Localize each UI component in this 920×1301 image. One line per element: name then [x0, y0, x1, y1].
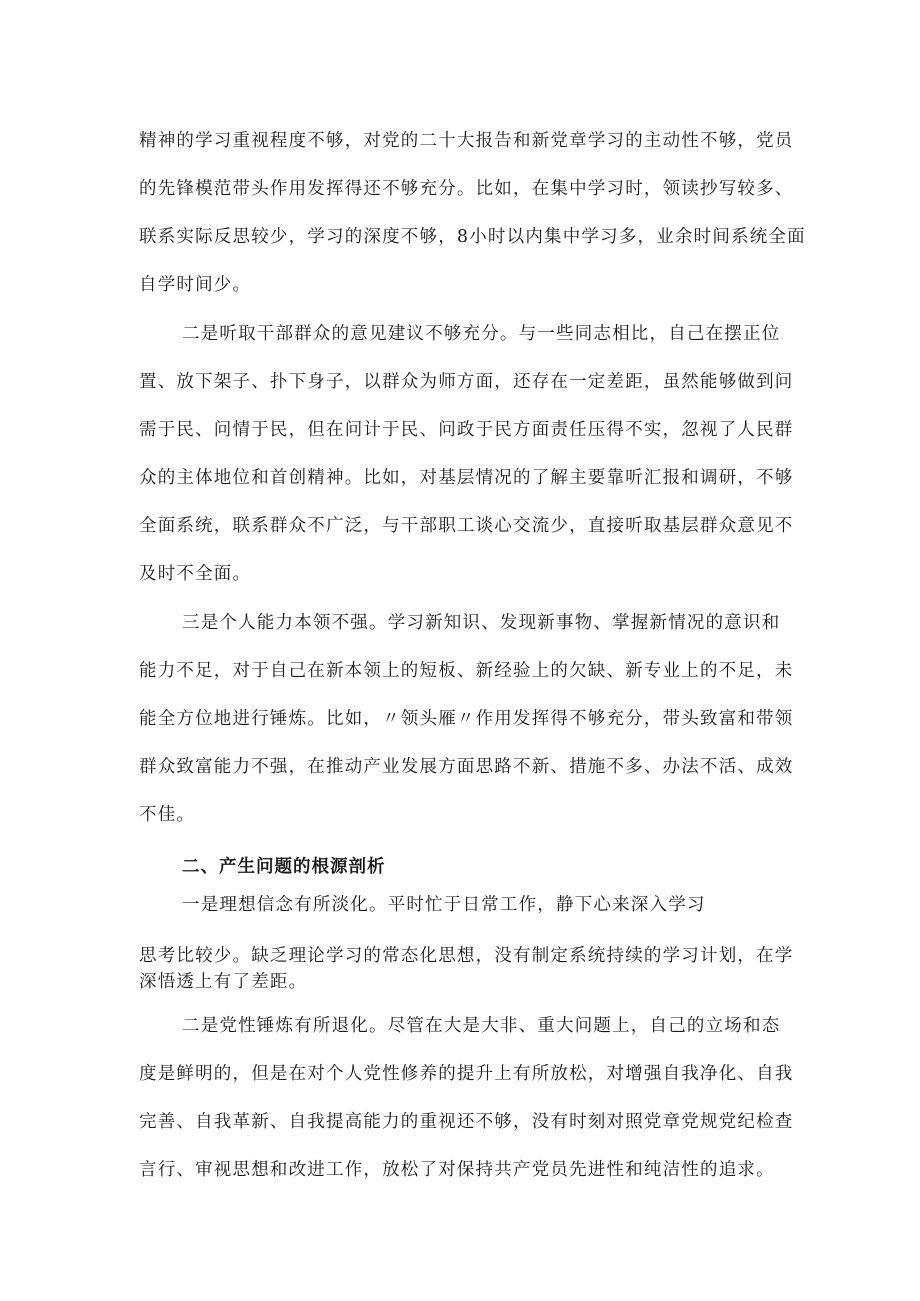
section-heading: 二、产生问题的根源剖析: [182, 857, 386, 877]
text-line: 联系实际反思较少，学习的深度不够，8小时以内集中学习多，业余时间系统全面: [139, 227, 806, 247]
text-line: 一是理想信念有所淡化。平时忙于日常工作，静下心来深入学习: [182, 895, 706, 915]
text-line: 及时不全面。: [139, 564, 252, 584]
text-line: 群众致富能力不强，在推动产业发展方面思路不新、措施不多、办法不活、成效: [139, 757, 794, 777]
text-line: 能全方位地进行锤炼。比如，〃领头雁〃作用发挥得不够充分，带头致富和带领: [139, 709, 794, 729]
text-line: 众的主体地位和首创精神。比如，对基层情况的了解主要靠听汇报和调研，不够: [139, 468, 794, 488]
text-line: 深悟透上有了差距。: [139, 972, 308, 992]
text-line: 的先锋模范带头作用发挥得还不够充分。比如，在集中学习时，领读抄写较多、: [139, 179, 794, 199]
text-line: 置、放下架子、扑下身子，以群众为师方面，还存在一定差距，虽然能够做到问: [139, 372, 794, 392]
text-line: 能力不足，对于自己在新本领上的短板、新经验上的欠缺、新专业上的不足，未: [139, 661, 794, 681]
text-line: 言行、审视思想和改进工作，放松了对保持共产党员先进性和纯洁性的追求。: [139, 1160, 775, 1180]
text-line: 三是个人能力本领不强。学习新知识、发现新事物、掌握新情况的意识和: [182, 613, 781, 633]
text-line: 二是听取干部群众的意见建议不够充分。与一些同志相比，自己在摆正位: [182, 324, 781, 344]
text-line: 精神的学习重视程度不够，对党的二十大报告和新党章学习的主动性不够，党员: [139, 131, 794, 151]
text-line: 完善、自我革新、自我提高能力的重视还不够，没有时刻对照党章党规党纪检查: [139, 1112, 794, 1132]
text-line: 自学时间少。: [139, 275, 252, 295]
text-line: 二是党性锤炼有所退化。尽管在大是大非、重大问题上，自己的立场和态: [182, 1016, 781, 1036]
text-line: 全面系统，联系群众不广泛，与干部职工谈心交流少，直接听取基层群众意见不: [139, 516, 794, 536]
text-line: 不佳。: [139, 805, 196, 825]
text-line: 度是鲜明的，但是在对个人党性修养的提升上有所放松，对增强自我净化、自我: [139, 1064, 794, 1084]
text-line: 需于民、问情于民，但在问计于民、问政于民方面责任压得不实，忽视了人民群: [139, 420, 794, 440]
text-line: 思考比较少。缺乏理论学习的常态化思想，没有制定系统持续的学习计划，在学: [139, 946, 794, 966]
